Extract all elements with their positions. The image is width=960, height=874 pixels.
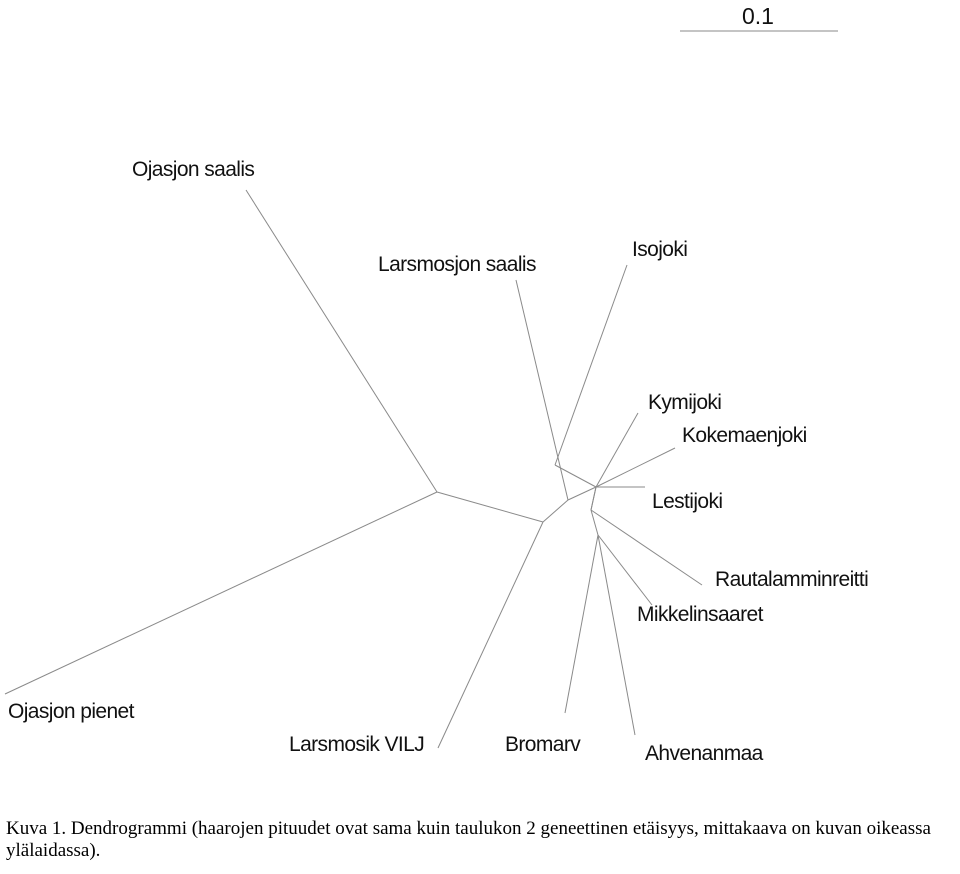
leaf-label-larsmosjon-saalis: Larsmosjon saalis: [378, 253, 536, 276]
branch-kymijoki: [596, 413, 638, 487]
leaf-label-lestijoki: Lestijoki: [652, 490, 723, 513]
branch-internal-1: [437, 492, 543, 522]
leaf-label-bromarv: Bromarv: [505, 733, 581, 756]
branch-isojoki-stem: [555, 465, 596, 487]
leaf-label-ojasjon-pienet: Ojasjon pienet: [8, 700, 134, 723]
leaf-label-kymijoki: Kymijoki: [648, 391, 722, 414]
figure-caption: Kuva 1. Dendrogrammi (haarojen pituudet ovat sama kuin taulukon 2 geneettinen etäisyys, mittakaava on kuvan oikeassa ylälaidassa).: [6, 818, 931, 861]
branch-internal-3: [568, 487, 596, 500]
leaf-label-isojoki: Isojoki: [632, 238, 688, 261]
branch-bromarv: [565, 535, 598, 713]
branch-larsmosik-vilj: [438, 522, 543, 748]
leaf-label-mikkelinsaaret: Mikkelinsaaret: [637, 603, 763, 626]
leaf-label-ojasjon-saalis: Ojasjon saalis: [132, 158, 255, 181]
leaf-label-ahvenanmaa: Ahvenanmaa: [645, 742, 763, 765]
branch-lestijoki-stem: [591, 487, 596, 510]
branch-isojoki: [555, 265, 627, 465]
branch-larsmosjon-saalis: [516, 280, 568, 500]
branch-ojasjon-saalis: [246, 190, 437, 492]
leaf-label-kokemaenjoki: Kokemaenjoki: [682, 424, 807, 447]
scale-label: 0.1: [742, 3, 774, 29]
branch-ojasjon-pienet: [5, 492, 437, 694]
branch-ahvenanmaa: [598, 535, 635, 735]
leaf-label-rautalamminreitti: Rautalamminreitti: [715, 568, 869, 591]
branch-internal-2: [543, 500, 568, 522]
leaf-label-larsmosik-vilj: Larsmosik VILJ: [289, 733, 425, 756]
branch-kokemaenjoki: [596, 448, 675, 487]
